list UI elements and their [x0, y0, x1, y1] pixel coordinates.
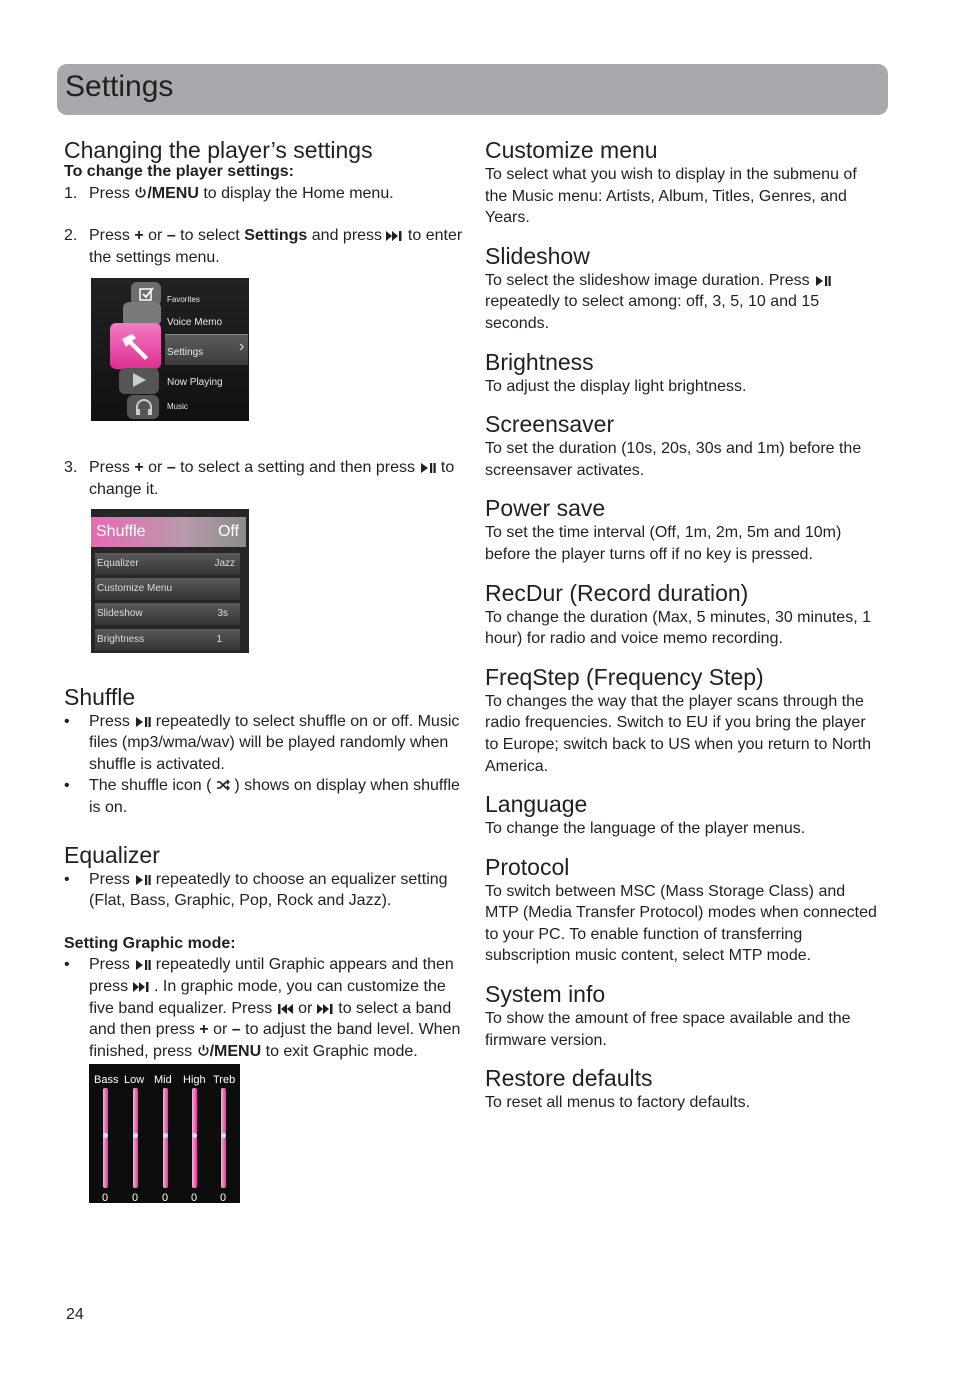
- chevron-right-icon: ›: [239, 338, 245, 356]
- page-title: Settings: [65, 70, 174, 103]
- next-icon: [386, 231, 403, 241]
- section-recdur: [485, 579, 877, 650]
- eq-slider-high: [192, 1088, 197, 1188]
- section-heading: Restore defaults: [485, 1065, 653, 1092]
- section-brightness: [485, 348, 877, 398]
- home-item-settings: Settings: [167, 347, 204, 359]
- left-column: [64, 136, 464, 1203]
- section-language: [485, 790, 877, 840]
- play-pause-icon: [134, 717, 151, 727]
- home-menu-screen: [91, 278, 249, 421]
- settings-item-customize-menu: Customize Menu: [95, 578, 240, 600]
- hammer-icon: [118, 331, 154, 361]
- step-2: 2. Press + or – to select Settings and press to enter the settings menu.: [64, 227, 463, 266]
- section-heading: System info: [485, 981, 606, 1008]
- section-screensaver: [485, 410, 877, 481]
- section-heading: Screensaver: [485, 411, 615, 438]
- eq-slider-mid: [163, 1088, 168, 1188]
- headphones-icon: [135, 399, 153, 415]
- eq-level: 0: [102, 1192, 109, 1204]
- next-icon: [317, 1004, 334, 1014]
- eq-band-low: Low: [124, 1074, 145, 1087]
- title-bar: [57, 64, 888, 115]
- section-freqstep: [485, 663, 877, 777]
- eq-slider-bass: [103, 1088, 108, 1188]
- settings-list-screen: [91, 509, 249, 653]
- section-customize-menu: [485, 136, 877, 229]
- previous-icon: [277, 1004, 294, 1014]
- section-text: To select what you wish to display in the submenu of the Music menu: Artists, Album, Titles, Genres, and Years.: [485, 166, 857, 227]
- section-restore-defaults: [485, 1064, 877, 1114]
- eq-band-mid: Mid: [154, 1074, 172, 1087]
- equalizer-heading: Equalizer: [64, 841, 160, 868]
- section-power-save: [485, 494, 877, 565]
- section-heading: FreqStep (Frequency Step): [485, 663, 764, 690]
- next-icon: [133, 982, 150, 992]
- section-text: To change the duration (Max, 5 minutes, 30 minutes, 1 hour) for radio and voice memo recording.: [485, 608, 871, 648]
- power-icon: [197, 1044, 210, 1057]
- right-column: [485, 136, 877, 1127]
- shuffle-heading: Shuffle: [64, 683, 136, 710]
- eq-band-treb: Treb: [213, 1074, 236, 1087]
- eq-band-high: High: [183, 1074, 206, 1087]
- eq-level: 0: [162, 1192, 169, 1204]
- eq-level: 0: [220, 1192, 227, 1204]
- section-heading: Power save: [485, 495, 606, 522]
- section-text: To set the duration (10s, 20s, 30s and 1m) before the screensaver activates.: [485, 440, 862, 479]
- play-pause-icon: [134, 960, 151, 970]
- section-system-info: [485, 980, 877, 1051]
- section-text: To set the time interval (Off, 1m, 2m, 5m and 10m) before the player turns off if no key is pressed.: [485, 524, 842, 563]
- settings-item-brightness: Brightness 1: [95, 629, 240, 651]
- section-heading: Customize menu: [485, 137, 658, 163]
- settings-item-equalizer: Equalizer Jazz: [95, 553, 240, 575]
- section-protocol: [485, 853, 877, 967]
- eq-level: 0: [191, 1192, 198, 1204]
- changing-subheading: To change the player settings:: [64, 163, 294, 180]
- eq-slider-treb: [221, 1088, 226, 1188]
- power-icon: [134, 186, 147, 199]
- graphic-mode-heading: Setting Graphic mode:: [64, 934, 236, 952]
- shuffle-bullet-1: • Press repeatedly to select shuffle on or off. Music files (mp3/wma/wav) will be played randomly when shuffle is activated.: [64, 712, 460, 773]
- home-item-favorites: Favorites: [167, 295, 200, 305]
- section-heading: Brightness: [485, 348, 594, 375]
- section-slideshow: [485, 242, 877, 335]
- section-heading: Language: [485, 791, 588, 818]
- section-text: To show the amount of free space available and the firmware version.: [485, 1010, 851, 1049]
- shuffle-row: Shuffle Off: [91, 517, 246, 547]
- section-text: To reset all menus to factory defaults.: [485, 1094, 751, 1112]
- graphic-eq-screen: [89, 1064, 240, 1203]
- equalizer-bullet-1: • Press repeatedly to choose an equalizer setting (Flat, Bass, Graphic, Pop, Rock and Jazz).: [64, 870, 448, 910]
- home-item-now-playing: Now Playing: [167, 377, 223, 389]
- eq-level: 0: [132, 1192, 139, 1204]
- shuffle-icon: [216, 779, 230, 791]
- section-text: To switch between MSC (Mass Storage Class) and MTP (Media Transfer Protocol) modes when connected to your PC. To enable function of transferring subscription music content, select MTP mode.: [485, 882, 877, 965]
- checkbox-icon: [139, 286, 155, 302]
- page-number: 24: [66, 1306, 84, 1323]
- section-text: To select the slideshow image duration. Press repeatedly to select among: off, 3, 5, 10 and 15 seconds.: [485, 270, 877, 335]
- home-item-music: Music: [167, 402, 188, 412]
- graphic-mode-bullet: • Press repeatedly until Graphic appears and then press . In graphic mode, you can customize the five band equalizer. Press or to select a band and then press + or – to adjust the band level. When finished, press /MENU to exit Graphic mode.: [64, 956, 461, 1060]
- section-heading: RecDur (Record duration): [485, 579, 749, 606]
- section-text: To changes the way that the player scans through the radio frequencies. Switch to EU if you bring the player to Europe; switch back to US when you return to North America.: [485, 692, 871, 775]
- section-heading: Slideshow: [485, 242, 590, 269]
- play-pause-icon: [814, 276, 831, 286]
- eq-slider-low: [133, 1088, 138, 1188]
- section-heading: Protocol: [485, 853, 570, 880]
- play-pause-icon: [419, 463, 436, 473]
- step-1: 1. Press /MENU to display the Home menu.: [64, 184, 394, 202]
- section-text: To adjust the display light brightness.: [485, 377, 747, 395]
- step-3: 3. Press + or – to select a setting and then press to change it.: [64, 459, 455, 498]
- changing-heading: Changing the player’s settings: [64, 137, 373, 163]
- eq-band-bass: Bass: [94, 1074, 119, 1087]
- play-icon: [131, 372, 147, 388]
- settings-item-slideshow: Slideshow 3s: [95, 603, 240, 625]
- section-text: To change the language of the player menus.: [485, 820, 806, 838]
- home-item-voice-memo: Voice Memo: [167, 317, 223, 329]
- shuffle-bullet-2: • The shuffle icon ( ) shows on display when shuffle is on.: [64, 777, 460, 816]
- play-pause-icon: [134, 875, 151, 885]
